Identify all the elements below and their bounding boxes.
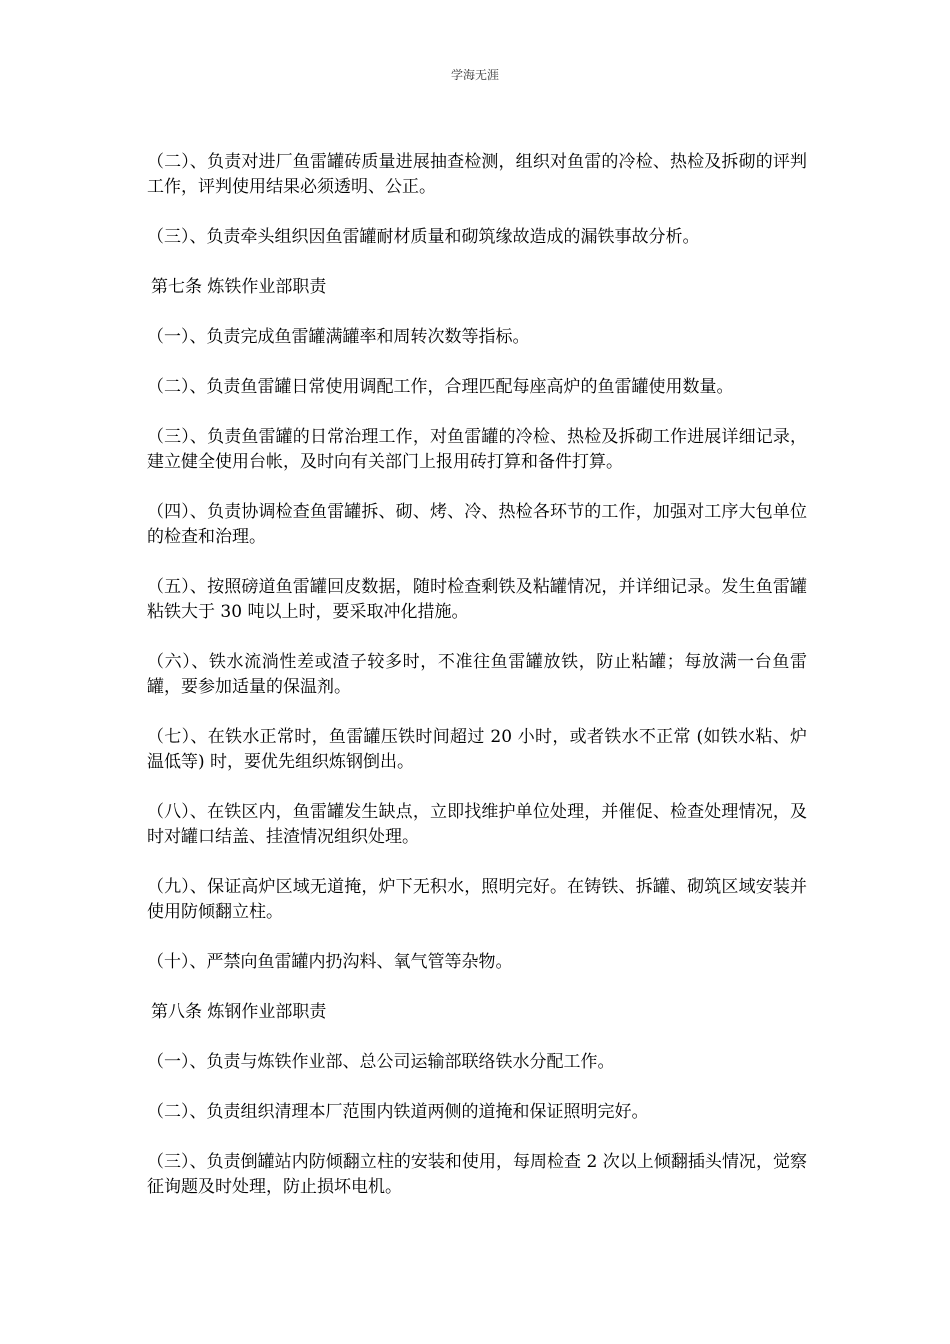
article-7-item-7: （七）、在铁水正常时，鱼雷罐压铁时间超过 20 小时，或者铁水不正常 (如铁水粘、炉温低等) 时，要优先组织炼钢倒出。 <box>147 727 807 772</box>
article-7-item-10: （十）、严禁向鱼雷罐内扔沟料、氧气管等杂物。 <box>147 952 513 972</box>
article-7-item-1: （一）、负责完成鱼雷罐满罐率和周转次数等指标。 <box>147 327 530 347</box>
article-7-item-3: （三）、负责鱼雷罐的日常治理工作，对鱼雷罐的冷检、热检及拆砌工作进展详细记录，建立健全使用台帐，及时向有关部门上报用砖打算和备件打算。 <box>147 427 807 472</box>
article-7-item-2: （二）、负责鱼雷罐日常使用调配工作，合理匹配每座高炉的鱼雷罐使用数量。 <box>147 377 734 397</box>
page-header: 学海无涯 <box>450 68 499 82</box>
paragraph-clause-3: （三）、负责牵头组织因鱼雷罐耐材质量和砌筑缘故造成的漏铁事故分析。 <box>147 227 700 247</box>
article-8-item-2: （二）、负责组织清理本厂范围内铁道两侧的道掩和保证照明完好。 <box>147 1102 649 1122</box>
article-7-item-6: （六）、铁水流淌性差或渣子较多时，不准往鱼雷罐放铁，防止粘罐；每放满一台鱼雷罐，要参加适量的保温剂。 <box>147 652 807 697</box>
paragraph-clause-2: （二）、负责对进厂鱼雷罐砖质量进展抽查检测，组织对鱼雷的冷检、热检及拆砌的评判工作，评判使用结果必须透明、公正。 <box>147 152 807 197</box>
article-8-heading: 第八条 炼钢作业部职责 <box>151 1002 327 1022</box>
article-7-item-5: （五）、按照磅道鱼雷罐回皮数据，随时检查剩铁及粘罐情况，并详细记录。发生鱼雷罐粘铁大于 30 吨以上时，要采取冲化措施。 <box>147 577 807 622</box>
article-7-heading: 第七条 炼铁作业部职责 <box>151 277 327 297</box>
document-body <box>147 150 807 1225</box>
article-7-item-4: （四）、负责协调检查鱼雷罐拆、砌、烤、冷、热检各环节的工作，加强对工序大包单位的检查和治理。 <box>147 502 807 547</box>
article-7-item-8: （八）、在铁区内，鱼雷罐发生缺点，立即找维护单位处理，并催促、检查处理情况，及时对罐口结盖、挂渣情况组织处理。 <box>147 802 807 847</box>
article-7-item-9: （九）、保证高炉区域无道掩，炉下无积水，照明完好。在铸铁、拆罐、砌筑区域安装并使用防倾翻立柱。 <box>147 877 807 922</box>
article-8-item-1: （一）、负责与炼铁作业部、总公司运输部联络铁水分配工作。 <box>147 1052 615 1072</box>
article-8-item-3: （三）、负责倒罐站内防倾翻立柱的安装和使用，每周检查 2 次以上倾翻插头情况，觉察征询题及时处理，防止损坏电机。 <box>147 1152 807 1197</box>
